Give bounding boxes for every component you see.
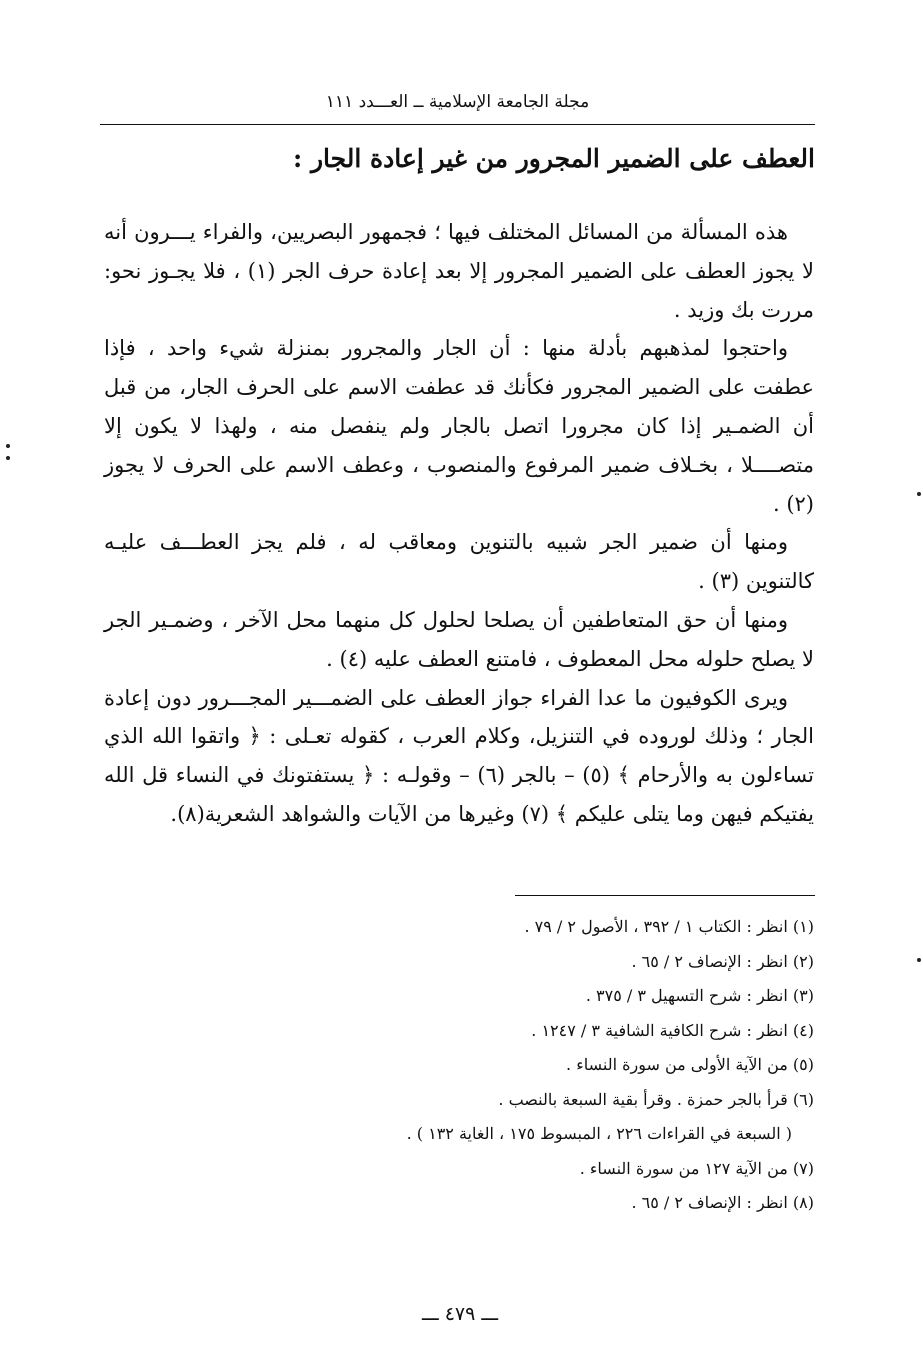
margin-mark	[917, 492, 921, 496]
footnotes	[104, 910, 814, 1221]
margin-mark	[6, 444, 10, 448]
footnote: (٨) انظر : الإنصاف ٢ / ٦٥ .	[631, 1193, 814, 1212]
margin-mark	[917, 958, 921, 962]
paragraph: ومنها أن ضمير الجر شبيه بالتنوين ومعاقب له ، فلم يجز العطـــف عليـه كالتنوين (٣) .	[104, 530, 814, 594]
body-text	[104, 213, 814, 834]
margin-mark	[6, 456, 10, 460]
footnote: (٥) من الآية الأولى من سورة النساء .	[566, 1055, 814, 1074]
footnote: (١) انظر : الكتاب ١ / ٣٩٢ ، الأصول ٢ / ٧٩ .	[524, 917, 814, 936]
footnote: (٤) انظر : شرح الكافية الشافية ٣ / ١٢٤٧ .	[531, 1020, 814, 1040]
footnote: (٣) انظر : شرح التسهيل ٣ / ٣٧٥ .	[585, 986, 814, 1005]
footnote: (٧) من الآية ١٢٧ من سورة النساء .	[579, 1158, 814, 1178]
paragraph: ومنها أن حق المتعاطفين أن يصلحا لحلول كل منهما محل الآخر ، وضمـير الجر لا يصلح حلوله محل المعطوف ، فامتنع العطف عليه (٤) .	[104, 607, 814, 671]
section-title: العطف على الضمير المجرور من غير إعادة الجار :	[293, 144, 815, 173]
footnote-rule	[515, 895, 815, 896]
footnote: (٢) انظر : الإنصاف ٢ / ٦٥ .	[631, 951, 814, 971]
paragraph: ويرى الكوفيون ما عدا الفراء جواز العطف على الضمـــير المجـــرور دون إعادة الجار ؛ وذلك لوروده في التنزيل، وكلام العرب ، كقوله تعـلى : ﴿ واتقوا الله الذي تساءلون به والأرحام ﴾ (٥) – بالجر (٦) – وقولـه : ﴿ يستفتونك في النساء قل الله يفتيكم فيهن وما يتلى عليكم ﴾ (٧) وغيرها من الآيات والشواهد الشعرية(٨).	[104, 685, 814, 826]
header-rule	[100, 124, 815, 125]
footnote-continuation: ( السبعة في القراءات ٢٢٦ ، المبسوط ١٧٥ ، الغاية ١٣٢ ) .	[406, 1124, 792, 1143]
page-number: ـــ ٤٧٩ ـــ	[421, 1303, 499, 1325]
footnote: (٦) قرأ بالجر حمزة . وقرأ بقية السبعة بالنصب .	[498, 1089, 814, 1109]
running-header: مجلة الجامعة الإسلامية ــ العـــدد ١١١	[325, 92, 590, 112]
paragraph: هذه المسألة من المسائل المختلف فيها ؛ فجمهور البصريين، والفراء يـــرون أنه لا يجوز العطف على الضمير المجرور إلا بعد إعادة حرف الجر (١) ، فلا يجـوز نحو: مررت بك وزيد .	[104, 220, 814, 322]
paragraph: واحتجوا لمذهبهم بأدلة منها : أن الجار والمجرور بمنزلة شيء واحد ، فإذا عطفت على الضمير المجرور فكأنك قد عطفت الاسم على الحرف الجار، من قبل أن الضمـير إذا كان مجرورا اتصل بالجار ولم ينفصل منه ، ولهذا لا يكون إلا متصــــلا ، بخـلاف ضمير المرفوع والمنصوب ، وعطف الاسم على الحرف لا يجوز (٢) .	[104, 336, 814, 516]
